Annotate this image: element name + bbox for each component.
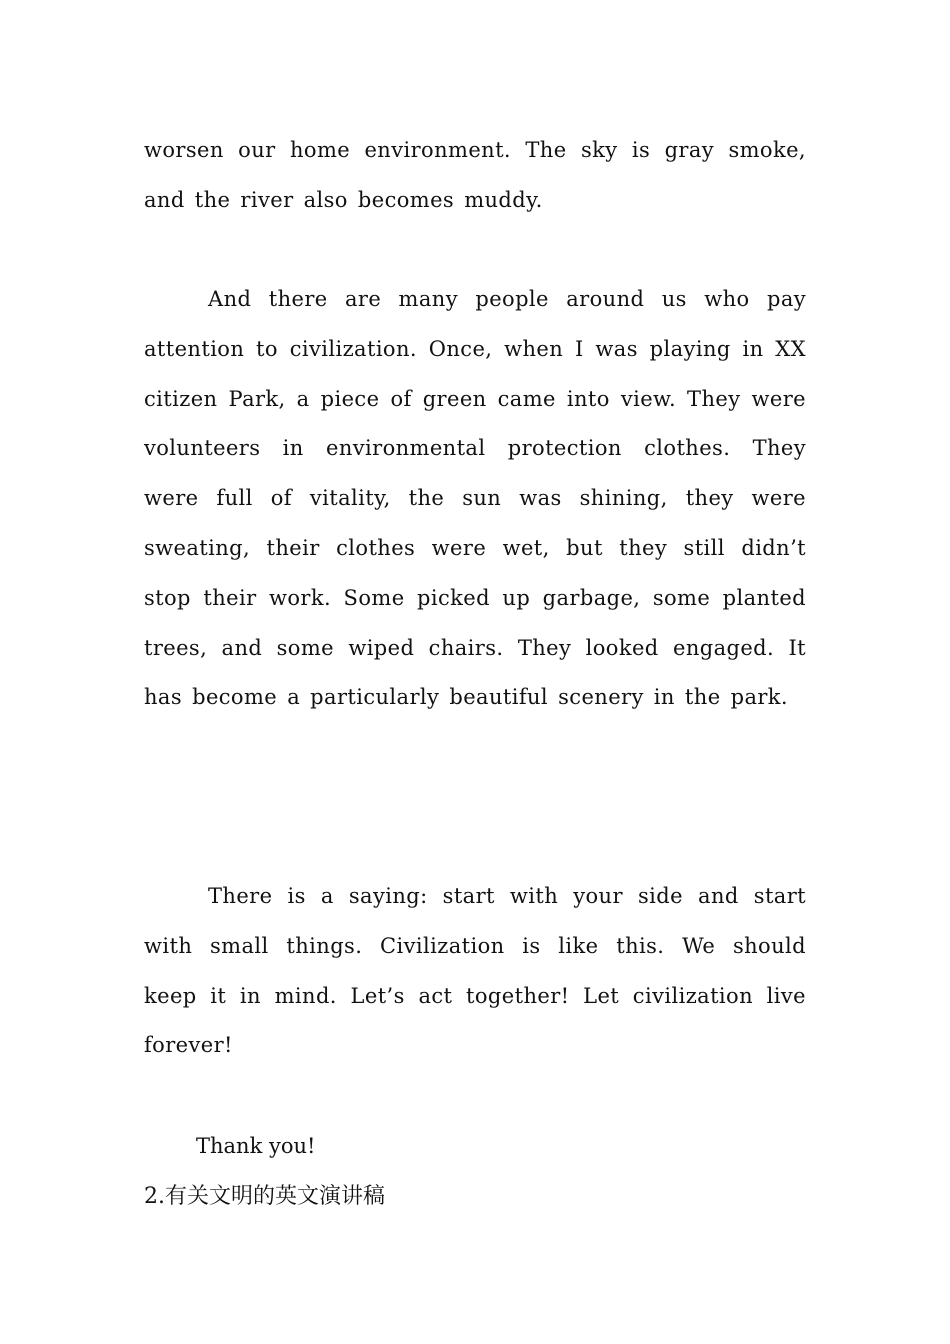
paragraph-text: And there are many people around us who pay attention to civilization. Once, when I was playing in XX citizen Park, a piece of green came into view. They were volunteers in environmental protection clothes. They were full of vitality, the sun was shining, they were sweating, their clothes were wet, but they still didn’t stop their work. Some picked up garbage, some planted trees, and some wiped chairs. They looked engaged. It has become a particularly beautiful scenery in the park. (144, 287, 806, 710)
paragraph-saying (144, 872, 806, 1071)
paragraph-text: worsen our home environment. The sky is gray smoke, and the river also becomes muddy. (144, 138, 806, 212)
paragraph-continuation (144, 126, 806, 226)
paragraph-text: There is a saying: start with your side and start with small things. Civilization is like this. We should keep it in mind. Let’s act together! Let civilization live forever! (144, 884, 806, 1058)
section-heading: 2.有关文明的英文演讲稿 (144, 1184, 385, 1209)
paragraph-volunteers (144, 275, 806, 723)
closing-line: Thank you! (196, 1134, 316, 1158)
